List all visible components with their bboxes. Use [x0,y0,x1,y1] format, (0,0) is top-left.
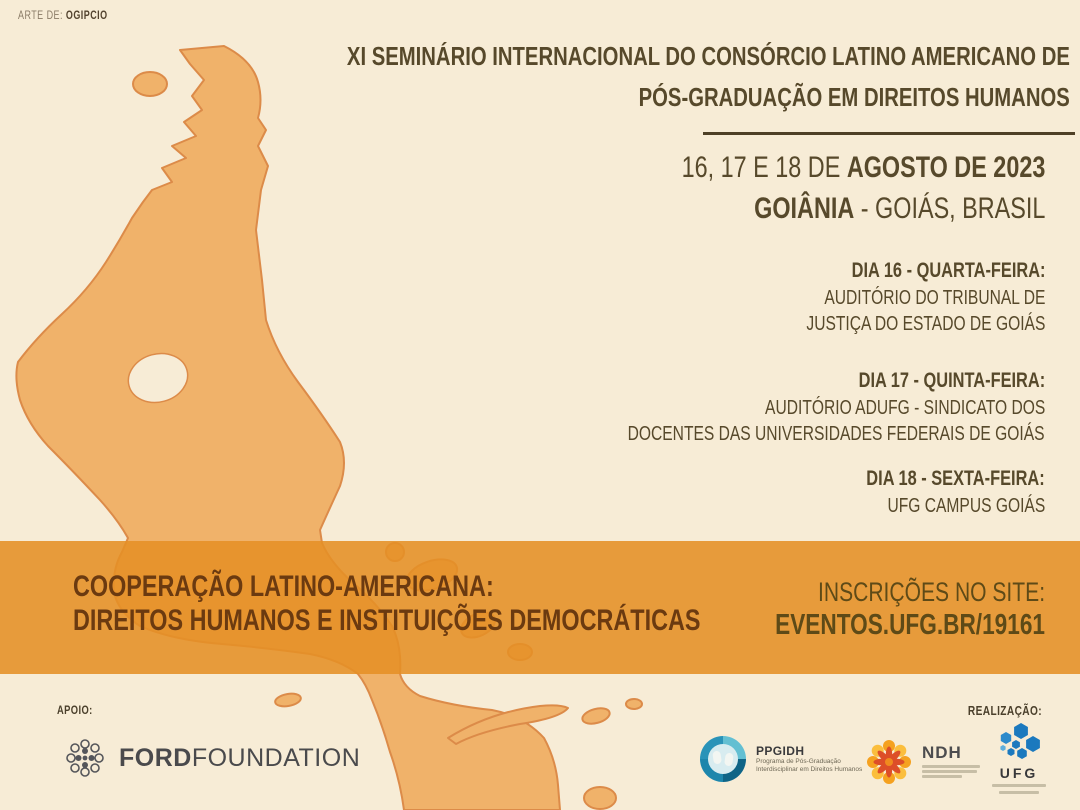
ppgidh-globe-icon [698,734,748,784]
schedule-day-18 [816,464,1045,519]
ufg-name: UFG [999,765,1039,781]
day-heading: DIA 16 - QUARTA-FEIRA: [851,259,1045,282]
title-line-1: XI SEMINÁRIO INTERNACIONAL DO CONSÓRCIO LATINO AMERICANO DE [347,41,1070,71]
schedule-day-17 [510,366,1045,447]
venue-line: UFG CAMPUS GOIÁS [887,495,1045,517]
ppgidh-subtitle-1: Programa de Pós-Graduação [756,758,841,765]
island-south-2 [581,706,612,727]
ford-wordmark: FORDFOUNDATION [119,743,361,772]
venue-line: DOCENTES DAS UNIVERSIDADES FEDERAIS DE GOIÁS [628,423,1045,445]
ufg-hexagons-icon [994,722,1044,764]
ndh-name: NDH [922,742,962,762]
location-line: GOIÂNIA - GOIÁS, BRASIL [753,192,1045,225]
event-date [579,147,1045,229]
event-title [143,36,1070,118]
ford-emblem-icon [62,735,108,781]
registration-cta [699,576,1045,642]
title-line-2: PÓS-GRADUAÇÃO EM DIREITOS HUMANOS [638,82,1070,112]
ndh-logo [864,735,980,787]
theme-line-1: COOPERAÇÃO LATINO-AMERICANA: [73,570,494,603]
ufg-logo [986,722,1052,796]
ppgidh-name: PPGIDH [756,744,805,758]
realization-label: REALIZAÇÃO: [967,703,1042,718]
ford-foundation-logo [62,735,360,781]
schedule-day-16 [739,256,1045,337]
venue-line: AUDITÓRIO ADUFG - SINDICATO DOS [764,397,1045,419]
ppgidh-logo [698,734,862,784]
art-credit [18,10,133,22]
island-south-4 [584,787,616,809]
theme-line-2: DIREITOS HUMANOS E INSTITUIÇÕES DEMOCRÁTICAS [73,604,701,637]
day-heading: DIA 17 - QUINTA-FEIRA: [858,369,1045,392]
island-south-1 [274,692,302,708]
venue-line: JUSTIÇA DO ESTADO DE GOIÁS [806,313,1045,335]
support-label: APOIO: [57,703,93,717]
title-divider [703,132,1075,135]
ppgidh-subtitle-2: Interdisciplinar em Direitos Humanos [756,766,863,773]
credit-name: OGIPCIO [65,10,108,22]
day-heading: DIA 18 - SEXTA-FEIRA: [866,467,1045,490]
cta-label: INSCRIÇÕES NO SITE: [817,577,1045,607]
ufg-subtext-bars [986,782,1052,796]
cta-url: EVENTOS.UFG.BR/19161 [775,609,1045,641]
date-line: 16, 17 E 18 DE AGOSTO DE 2023 [681,151,1045,184]
credit-label: ARTE DE: [18,10,63,22]
venue-line: AUDITÓRIO DO TRIBUNAL DE [823,287,1045,309]
ndh-flower-icon [864,735,914,787]
island-south-3 [626,699,642,709]
ndh-subtext-bars [922,765,980,778]
